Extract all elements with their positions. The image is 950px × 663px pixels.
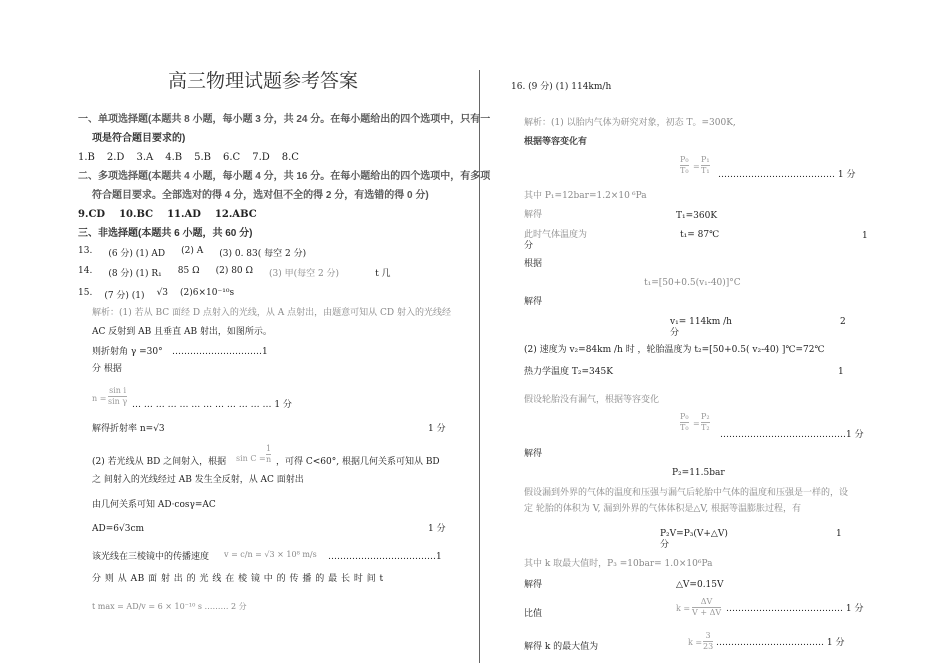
score: 1 分	[428, 424, 446, 434]
answer: 11.AD	[167, 209, 201, 220]
q13-answer	[78, 246, 306, 259]
section-2-answers	[78, 209, 257, 220]
q16-t1: t₁= 87℃	[680, 230, 720, 240]
answer: 3.A	[136, 152, 154, 163]
score-dots: ………………………………1	[328, 552, 442, 562]
score-dots: ……………………………… 1 分	[716, 638, 845, 648]
answer: 4.B	[165, 152, 183, 163]
q16-T2: 热力学温度 T₂=345K	[524, 367, 613, 377]
q16-isochoric: 根据等容变化有	[524, 137, 588, 147]
q15-velocity-formula: v = c/n = √3 × 10⁸ m/s	[224, 550, 317, 559]
score-dots: ………………………………… 1 分	[726, 604, 864, 614]
q15-part2-line2: 之 间射入的光线经过 AB 发生全反射，从 AC 面射出	[92, 475, 304, 485]
answer: 9.CD	[78, 209, 106, 220]
score-dots: … … … … … … … … … … … … 1 分	[132, 400, 292, 410]
fraction-denominator: T₀	[680, 166, 689, 175]
q16-temp-formula: t₁=[50+0.5(v₁-40)]°C	[644, 278, 741, 288]
q15-part2-text: (2) 若光线从 BD 之间射入，根据	[92, 457, 227, 467]
fraction-numerator: P₂	[701, 412, 710, 421]
sinC-label: sin C =	[236, 454, 266, 463]
fraction-denominator: T₀	[680, 423, 689, 432]
q16-formula-2-right	[701, 413, 710, 432]
q16-k-fraction	[692, 598, 721, 617]
q16-leak-assumption-2: 定 轮胎的体积为 V, 漏到外界的气体体积是△V, 根据等温膨胀过程，有	[524, 504, 801, 514]
score: 1	[838, 367, 844, 377]
section-2-heading-cont: 符合题目要求。全部选对的得 4 分，选对但不全的得 2 分，有选错的得 0 分)	[92, 190, 429, 201]
q15-part2-cont: ，可得 C<60°, 根据几何关系可知从 BD	[276, 457, 440, 467]
score-unit: 分	[660, 540, 670, 550]
answer: 7.D	[252, 152, 270, 163]
score: 1	[836, 529, 842, 539]
q16-formula-1-right	[701, 156, 710, 175]
column-divider	[479, 70, 480, 663]
score: 1 分	[428, 524, 446, 534]
q13-part2: (2) A	[181, 246, 204, 256]
answer: 2.D	[106, 152, 125, 163]
answer: 8.C	[281, 152, 299, 163]
q16-solve-1: 解得	[524, 210, 543, 220]
section-3-heading: 三、非选择题(本题共 6 小题，共 60 分)	[78, 228, 253, 239]
k-label: k =	[688, 638, 703, 647]
q15-refraction-angle: 则折射角 γ =30°	[92, 347, 163, 357]
q15-time-formula: t max = AD/v = 6 × 10⁻¹⁰ s ……… 2 分	[92, 602, 247, 611]
q15-value: √3	[156, 288, 169, 298]
q16-temp-text: 此时气体温度为	[524, 230, 588, 240]
q15-velocity-text: 该光线在三棱镜中的传播速度	[92, 552, 210, 562]
q15-geometry: 由几何关系可知 AD·cosγ=AC	[92, 500, 216, 510]
q16-part2: (2) 速度为 v₂=84km /h 时 ，轮胎温度为 t₂=[50+0.5( v₂-40) ]℃=72℃	[524, 345, 825, 355]
q15-result: 解得折射率 n=√3	[92, 424, 165, 434]
q14-value: 85 Ω	[177, 266, 200, 276]
score-dots: ………………………………… 1 分	[718, 170, 856, 180]
fraction-numerator: P₀	[680, 412, 689, 421]
q16-according: 根据	[524, 259, 543, 269]
answer: 5.B	[194, 152, 211, 163]
answer: 12.ABC	[214, 209, 257, 220]
q14-part2: (2) 80 Ω	[215, 266, 253, 276]
q15-part1: (7 分) (1)	[104, 291, 145, 301]
score-unit: 分	[670, 328, 680, 338]
q16-k-max-fraction	[703, 632, 713, 651]
q14-part1: (8 分) (1) R₁	[108, 269, 162, 279]
fraction-denominator: 23	[703, 642, 714, 651]
q15-according: 分 根据	[92, 364, 122, 374]
q14-part3: (3) 甲(每空 2 分)	[268, 269, 340, 279]
q16-T1: T₁=360K	[676, 211, 718, 221]
answer: 1.B	[78, 152, 95, 163]
q16-P1: 其中 P₁=12bar=1.2×10	[524, 191, 630, 201]
section-1-heading-cont: 项是符合题目要求的)	[92, 133, 186, 144]
section-1-heading: 一、单项选择题(本题共 8 小题，每小题 3 分，共 24 分。在每小题给出的四个选项中，只有一	[78, 114, 491, 125]
q15-number: 15.	[78, 288, 93, 298]
score-unit: 分	[524, 241, 534, 251]
q16-formula-2-left	[680, 413, 689, 432]
q15-explanation-1: 解析：(1) 若从 BC 面经 D 点射入的光线，从 A 点射出，由题意可知从 CD 射入的光线经	[92, 308, 451, 318]
q13-part3: (3) 0. 83( 每空 2 分)	[219, 249, 307, 259]
q15-answer	[78, 288, 234, 301]
q13-number: 13.	[78, 246, 93, 256]
score-dots: ……………………………………1 分	[720, 430, 864, 440]
answer: 6.C	[223, 152, 241, 163]
q13-part1: (6 分) (1) AD	[108, 249, 166, 259]
q16-solve-4: 解得	[524, 580, 543, 590]
q16-P3: 其中 k 取最大值时，P₃ =10bar= 1.0×10⁶Pa	[524, 559, 713, 569]
q14-extra: t 几	[375, 269, 391, 279]
fraction-numerator: ΔV	[700, 597, 713, 606]
section-2-heading: 二、多项选择题(本题共 4 小题，每小题 4 分，共 16 分。在每小题给出的四个选项中，有多项	[78, 171, 491, 182]
q16-dV: △V=0.15V	[676, 580, 724, 590]
q16-v1: v₁= 114km /h	[670, 317, 732, 327]
q14-number: 14.	[78, 266, 93, 276]
q14-answer	[78, 266, 391, 279]
q16-P2: P₂=11.5bar	[672, 468, 725, 478]
fraction-numerator: 3	[705, 631, 711, 640]
q16-assumption: 假设轮胎没有漏气，根据等容变化	[524, 395, 660, 405]
q16-ratio: 比值	[524, 609, 543, 619]
fraction-denominator: V + ΔV	[692, 608, 722, 617]
answer: 10.BC	[119, 209, 154, 220]
q16-explanation-1: 解析：(1) 以胎内气体为研究对象，初态 T。=300K,	[524, 118, 736, 128]
section-1-answers	[78, 152, 299, 163]
fraction-denominator: n	[266, 455, 272, 464]
q15-n-label: n =	[92, 394, 107, 403]
fraction-denominator: T₁	[701, 166, 710, 175]
q15-AD: AD=6√3cm	[92, 524, 145, 534]
score-dots: …………………………1	[172, 347, 268, 357]
q15-part2: (2)6×10⁻¹⁰s	[180, 288, 235, 298]
sinC-fraction	[266, 445, 271, 464]
q16-k-max: 解得 k 的最大值为	[524, 642, 599, 652]
score: 1	[862, 231, 868, 241]
q16-answer: 16. (9 分) (1) 114km/h	[511, 82, 612, 92]
q16-solve-3: 解得	[524, 449, 543, 459]
q15-time-text: 分 则 从 AB 面 射 出 的 光 线 在 棱 镜 中 的 传 播 的 最 长 时 间 t	[92, 574, 384, 584]
fraction-numerator: sin i	[109, 386, 127, 395]
fraction-numerator: P₀	[680, 155, 689, 164]
q16-leak-assumption: 假设漏到外界的气体的温度和压强与漏气后轮胎中气体的温度和压强是一样的，设	[524, 488, 849, 498]
q16-solve-2: 解得	[524, 297, 543, 307]
k-label: k =	[676, 604, 691, 613]
equals-sign: =	[693, 162, 700, 171]
fraction-numerator: 1	[266, 444, 272, 453]
q15-n-fraction	[108, 387, 127, 406]
q16-P1-unit: ⁶Pa	[632, 191, 647, 201]
fraction-numerator: P₁	[701, 155, 710, 164]
q16-isothermal: P₂V=P₃(V+△V)	[660, 529, 728, 539]
page-title: 高三物理试题参考答案	[168, 70, 359, 92]
q15-explanation-2: AC 反射到 AB 且垂直 AB 射出，如图所示。	[92, 327, 272, 337]
fraction-denominator: sin γ	[108, 397, 128, 406]
equals-sign: =	[693, 419, 700, 428]
fraction-denominator: T₂	[701, 423, 710, 432]
score: 2	[840, 317, 846, 327]
q16-formula-1-left	[680, 156, 689, 175]
